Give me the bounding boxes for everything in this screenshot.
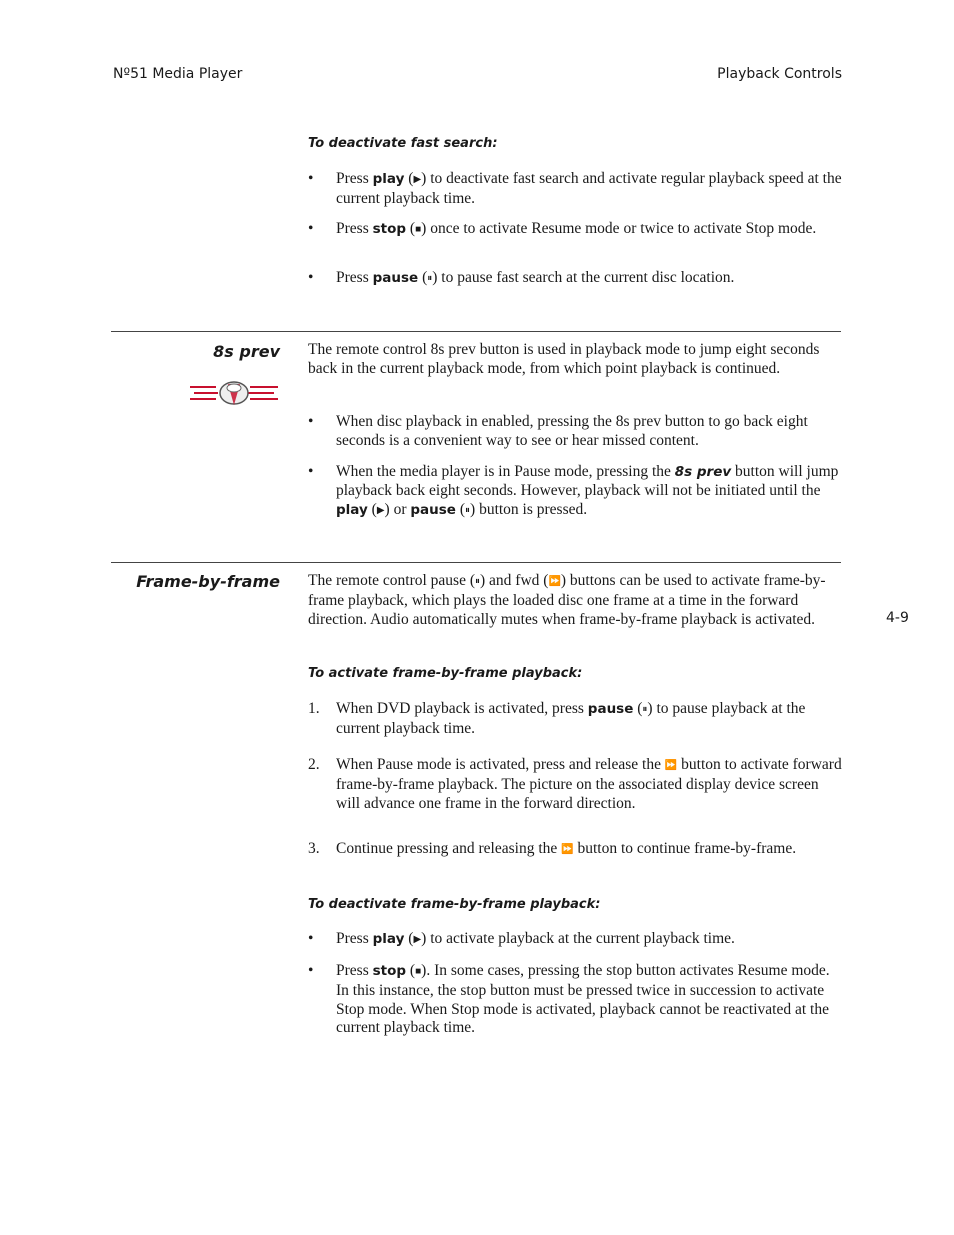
subheading-deactivate-frame: To deactivate frame-by-frame playback:	[308, 897, 601, 912]
list-item: Press stop (■). In some cases, pressing the stop button activates Resume mode. In this instance, the stop button must be pressed twice in succession to activate Stop mode. When Stop mode is activated, playback cannot be reactivated at the current playback time.	[336, 962, 830, 1037]
pause-icon: ⏸	[642, 704, 648, 715]
fast-forward-icon: ⏩	[548, 576, 561, 587]
list-item: Continue pressing and releasing the ⏩ button to continue frame-by-frame.	[336, 840, 842, 860]
bullet-mark: •	[308, 413, 314, 430]
play-icon: ▶	[413, 934, 422, 945]
list-item: When DVD playback is activated, press pause (⏸) to pause playback at the current playback time.	[336, 700, 806, 737]
section-intro-frame-by-frame: The remote control pause (⏸) and fwd (⏩) buttons can be used to activate frame-by-frame playback, which plays the loaded disc one frame at a time in the forward direction. Audio automatically mutes when frame-by-frame playback is activated.	[308, 572, 826, 628]
subheading-deactivate-fast-search: To deactivate fast search:	[308, 136, 498, 151]
section-divider	[111, 331, 841, 332]
page-number: 4-9	[886, 610, 909, 626]
list-item: When the media player is in Pause mode, pressing the 8s prev button will jump playback back eight seconds. However, playback will not be initiated until the play (▶) or pause (⏸) button is pressed.	[336, 463, 842, 520]
subheading-activate-frame: To activate frame-by-frame playback:	[308, 666, 583, 681]
section-title-8s-prev: 8s prev	[213, 342, 280, 361]
bullet-mark: •	[308, 962, 314, 979]
bullet-mark: •	[308, 930, 314, 947]
step-number: 3.	[308, 840, 320, 857]
play-icon: ▶	[413, 174, 422, 185]
pause-icon: ⏸	[427, 273, 433, 284]
step-number: 2.	[308, 756, 320, 773]
pause-icon: ⏸	[465, 504, 471, 516]
list-item: Press stop (■) once to activate Resume mode or twice to activate Stop mode.	[336, 220, 842, 240]
fast-forward-icon: ⏩	[561, 844, 574, 855]
section-intro-8s-prev: The remote control 8s prev button is used in playback mode to jump eight seconds back in the current playback mode, from which point playback is continued.	[308, 341, 820, 377]
list-item: Press pause (⏸) to pause fast search at the current disc location.	[336, 269, 842, 289]
bullet-mark: •	[308, 463, 314, 480]
list-item: Press play (▶) to deactivate fast search and activate regular playback speed at the current playback time.	[336, 170, 842, 207]
list-item: Press play (▶) to activate playback at the current playback time.	[336, 930, 842, 950]
bullet-mark: •	[308, 170, 314, 187]
stop-icon: ■	[415, 966, 422, 977]
8s-prev-button-icon	[188, 378, 280, 413]
bullet-mark: •	[308, 220, 314, 237]
fast-forward-icon: ⏩	[664, 760, 678, 771]
list-item: When disc playback in enabled, pressing the 8s prev button to go back eight seconds is a convenient way to see or hear missed content.	[336, 413, 808, 449]
bullet-mark: •	[308, 269, 314, 286]
play-icon: ▶	[376, 504, 385, 516]
section-divider	[111, 562, 841, 563]
section-title-frame-by-frame: Frame-by-frame	[136, 572, 280, 591]
running-header-right: Playback Controls	[717, 66, 842, 82]
running-header-left: Nº51 Media Player	[113, 66, 243, 82]
pause-icon: ⏸	[475, 576, 480, 587]
step-number: 1.	[308, 700, 320, 717]
list-item: When Pause mode is activated, press and release the ⏩ button to activate forward frame-by-frame playback. The picture on the associated display device screen will advance one frame in the forward direction.	[336, 756, 842, 812]
stop-icon: ■	[415, 224, 422, 235]
